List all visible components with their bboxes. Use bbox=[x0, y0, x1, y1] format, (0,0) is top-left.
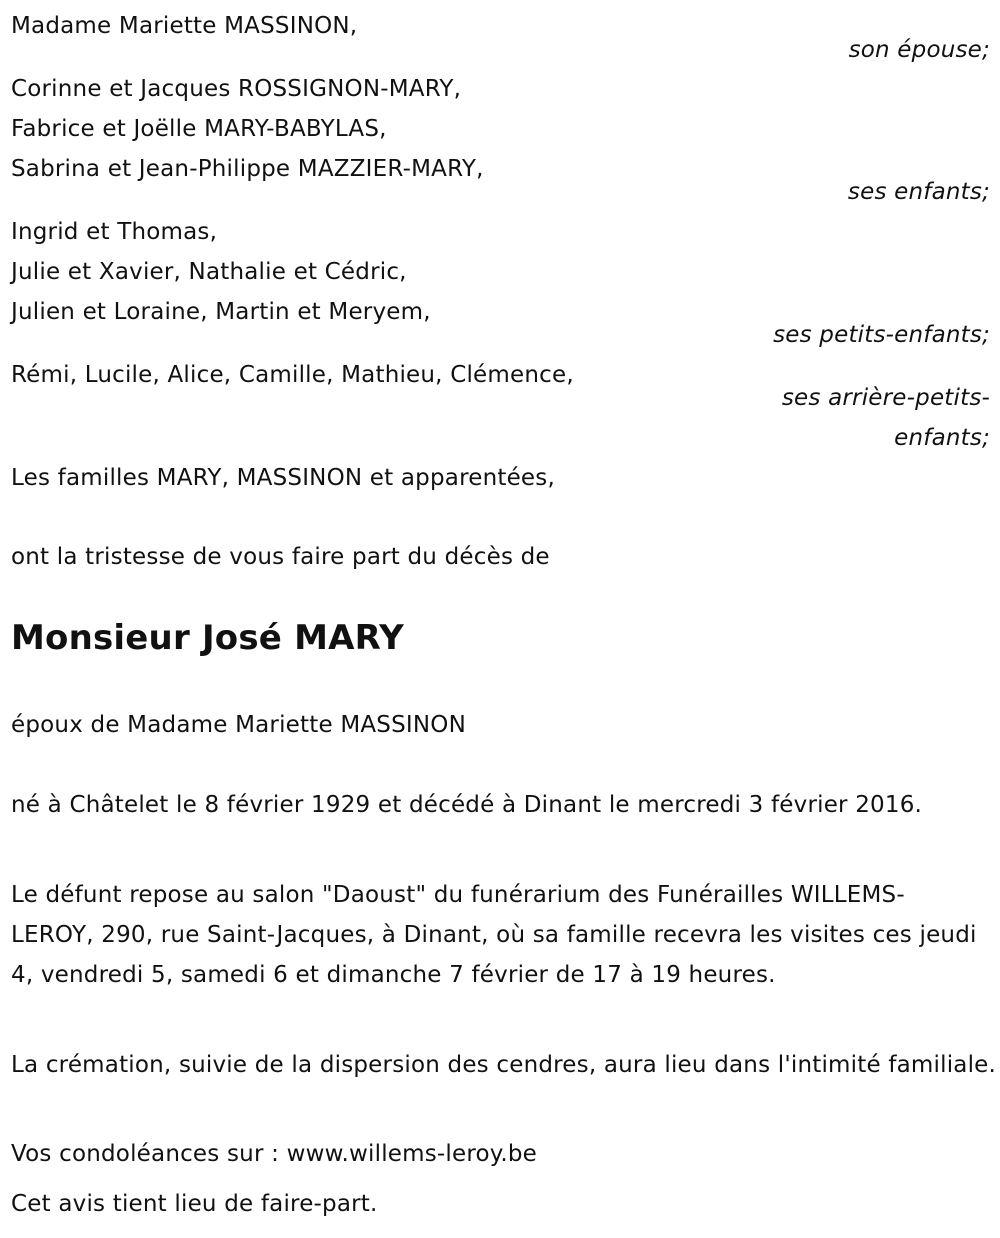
extended-family: Les familles MARY, MASSINON et apparentées, bbox=[11, 465, 555, 491]
closing-note: Cet avis tient lieu de faire-part. bbox=[11, 1191, 378, 1217]
spouse-of: époux de Madame Mariette MASSINON bbox=[11, 712, 466, 738]
children-role: ses enfants; bbox=[847, 179, 990, 205]
child-name: Corinne et Jacques ROSSIGNON-MARY, bbox=[11, 76, 462, 102]
condolences-label: Vos condoléances sur : bbox=[11, 1141, 287, 1167]
spouse-name: Madame Mariette MASSINON, bbox=[11, 13, 358, 39]
great-grandchild-names: Rémi, Lucile, Alice, Camille, Mathieu, Clémence, bbox=[11, 362, 574, 388]
announcement-intro: ont la tristesse de vous faire part du décès de bbox=[11, 544, 550, 570]
grandchild-name: Julie et Xavier, Nathalie et Cédric, bbox=[11, 259, 407, 285]
great-grandchildren-role-line1: ses arrière-petits- bbox=[781, 385, 990, 411]
grandchild-name: Julien et Loraine, Martin et Meryem, bbox=[11, 299, 431, 325]
condolences-link[interactable]: www.willems-leroy.be bbox=[286, 1141, 537, 1167]
condolences-line bbox=[11, 1134, 537, 1174]
spouse-role: son épouse; bbox=[848, 37, 990, 63]
visitation-paragraph: Le défunt repose au salon "Daoust" du funérarium des Funérailles WILLEMS-LEROY, 290, rue Saint-Jacques, à Dinant, où sa famille recevra les visites ces jeudi 4, vendredi 5, samedi 6 et dimanche 7 février de 17 à 19 heures. bbox=[11, 882, 977, 988]
child-name: Sabrina et Jean-Philippe MAZZIER-MARY, bbox=[11, 156, 484, 182]
child-name: Fabrice et Joëlle MARY-BABYLAS, bbox=[11, 116, 387, 142]
great-grandchildren-role-line2: enfants; bbox=[894, 425, 990, 451]
grandchild-name: Ingrid et Thomas, bbox=[11, 219, 218, 245]
deceased-name: Monsieur José MARY bbox=[11, 618, 404, 658]
birth-death-paragraph: né à Châtelet le 8 février 1929 et décédé à Dinant le mercredi 3 février 2016. bbox=[11, 792, 923, 818]
grandchildren-role: ses petits-enfants; bbox=[773, 322, 990, 348]
cremation-paragraph: La crémation, suivie de la dispersion des cendres, aura lieu dans l'intimité familiale. bbox=[11, 1052, 997, 1078]
